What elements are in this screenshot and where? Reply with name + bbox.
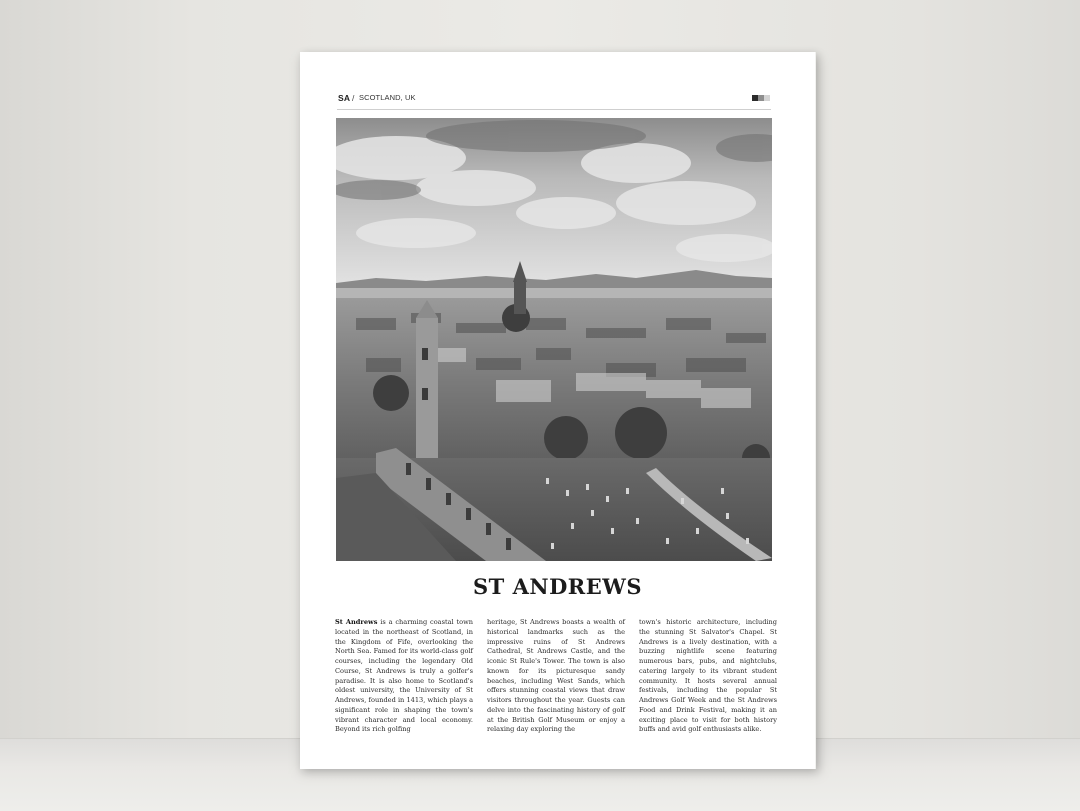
- column-1-text: is a charming coastal town located in the northeast of Scotland, in the Kingdom of Fife, overlooking the North Sea. Famed for its world-class golf courses, including the legendary Old Course, St Andrews is truly a golfer's paradise. It is also home to Scotland's oldest university, the University of St Andrews, founded in 1413, which plays a significant role in shaping the town's vibrant character and local economy. Beyond its rich golfing: [335, 618, 474, 734]
- location-label: SCOTLAND, UK: [359, 93, 416, 102]
- color-swatches: [752, 95, 770, 101]
- poster: [300, 52, 815, 769]
- description-column-2: heritage, St Andrews boasts a wealth of historical landmarks such as the impressive ruins of St Andrews Cathedral, St Andrews Castle, and the iconic St Rule's Tower. The town is also known for its picturesque sandy beaches, including West Sands, which offers stunning coastal views that draw visitors throughout the year. Guests can delve into the fascinating history of golf at the British Golf Museum or enjoy a relaxing day exploring the: [487, 618, 625, 734]
- description-columns: [335, 618, 777, 734]
- poster-header: [337, 93, 771, 110]
- swatch-light: [764, 95, 770, 101]
- location-code: SA: [338, 93, 351, 103]
- lead-text: St Andrews: [335, 618, 378, 626]
- header-separator: /: [352, 93, 355, 103]
- description-column-3: town's historic architecture, including the stunning St Salvator's Chapel. St Andrews is a lively destination, with a buzzing nightlife scene featuring numerous bars, pubs, and nightclubs, catering largely to its vibrant student community. It hosts several annual festivals, including the popular St Andrews Golf Week and the St Andrews Food and Drink Festival, making it an exciting place to visit for both history buffs and avid golf enthusiasts alike.: [639, 618, 777, 734]
- description-column-1: [335, 618, 474, 734]
- poster-title: ST ANDREWS: [472, 574, 642, 599]
- town-photo: [336, 118, 772, 561]
